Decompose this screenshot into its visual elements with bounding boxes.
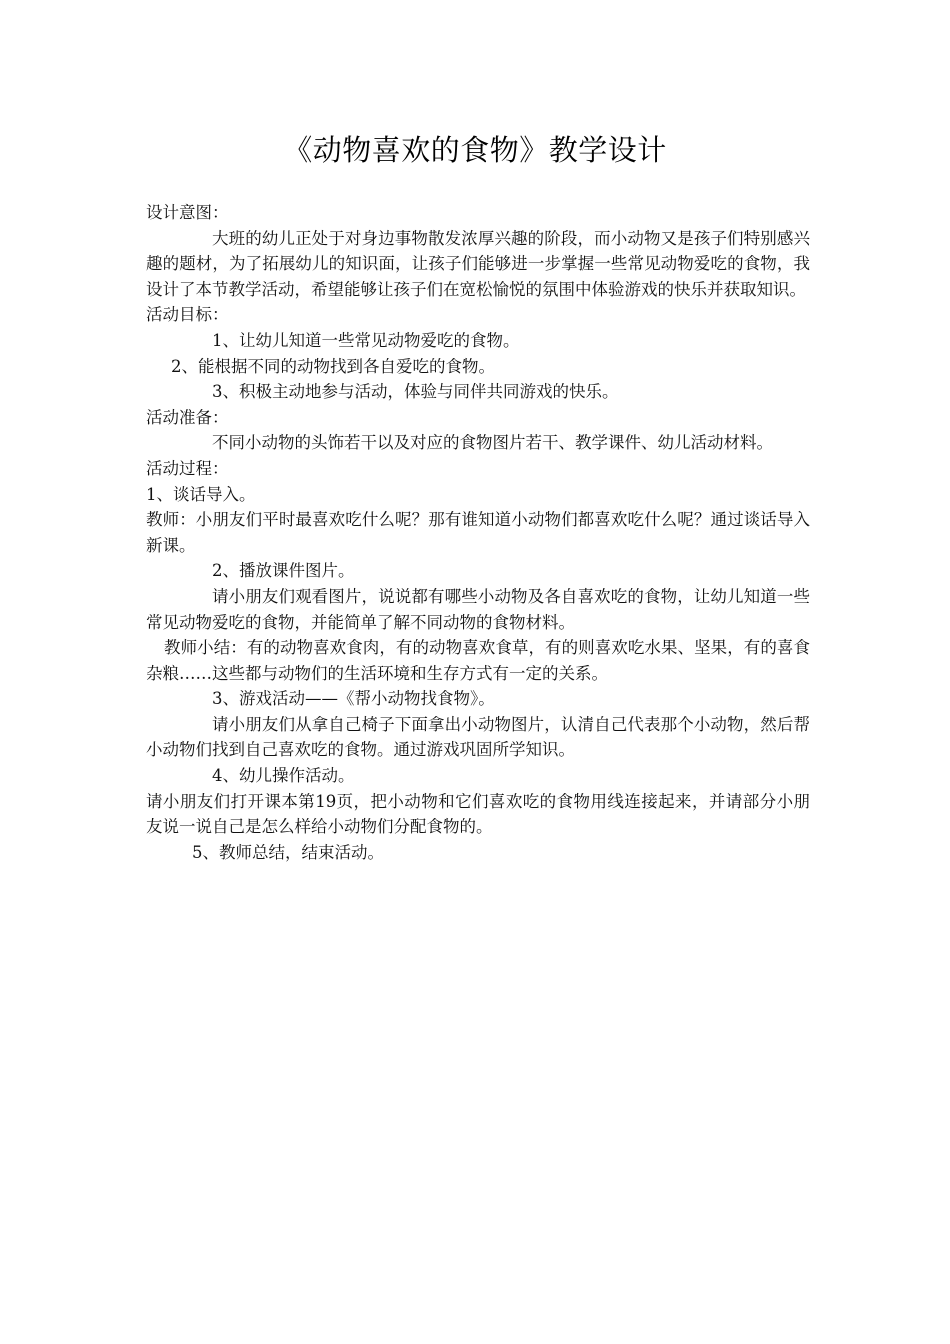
step-1-paragraph: 教师：小朋友们平时最喜欢吃什么呢？那有谁知道小动物们都喜欢吃什么呢？通过谈话导入新课。 <box>146 510 810 555</box>
step-2-summary: 教师小结：有的动物喜欢食肉，有的动物喜欢食草，有的则喜欢吃水果、坚果，有的喜食杂粮……这些都与动物们的生活环境和生存方式有一定的关系。 <box>146 638 810 683</box>
step-3-paragraph: 请小朋友们从拿自己椅子下面拿出小动物图片，认清自己代表那个小动物，然后帮小动物们找到自己喜欢吃的食物。通过游戏巩固所学知识。 <box>146 714 810 760</box>
intent-paragraph: 大班的幼儿正处于对身边事物散发浓厚兴趣的阶段，而小动物又是孩子们特别感兴趣的题材，为了拓展幼儿的知识面，让孩子们能够进一步掌握一些常见动物爱吃的食物，我设计了本节教学活动，希望能够让孩子们在宽松愉悦的氛围中体验游戏的快乐并获取知识。 <box>146 228 810 299</box>
step-1-title: 1、谈话导入。 <box>146 484 256 504</box>
intent-heading: 设计意图： <box>146 203 229 222</box>
process-heading: 活动过程： <box>146 458 229 478</box>
goals-heading: 活动目标： <box>146 305 229 325</box>
prep-heading: 活动准备： <box>146 407 229 427</box>
step-2-paragraph: 请小朋友们观看图片，说说都有哪些小动物及各自喜欢吃的食物，让幼儿知道一些常见动物爱吃的食物，并能简单了解不同动物的食物材料。 <box>146 586 810 632</box>
step-3-title: 3、游戏活动——《帮小动物找食物》。 <box>212 689 495 709</box>
step-5-title: 5、教师总结，结束活动。 <box>192 842 384 862</box>
step-4-paragraph: 请小朋友们打开课本第19页，把小动物和它们喜欢吃的食物用线连接起来，并请部分小朋友说一说自己是怎么样给小动物们分配食物的。 <box>146 791 810 837</box>
step-4-title: 4、幼儿操作活动。 <box>212 766 355 786</box>
goal-item-2: 2、能根据不同的动物找到各自爱吃的食物。 <box>171 356 495 376</box>
goal-item-1: 1、让幼儿知道一些常见动物爱吃的食物。 <box>212 330 520 350</box>
step-2-title: 2、播放课件图片。 <box>212 561 355 581</box>
document-title: 《动物喜欢的食物》教学设计 <box>283 133 667 167</box>
prep-paragraph: 不同小动物的头饰若干以及对应的食物图片若干、教学课件、幼儿活动材料。 <box>212 433 773 453</box>
document-body <box>146 200 810 865</box>
goal-item-3: 3、积极主动地参与活动，体验与同伴共同游戏的快乐。 <box>212 382 619 402</box>
